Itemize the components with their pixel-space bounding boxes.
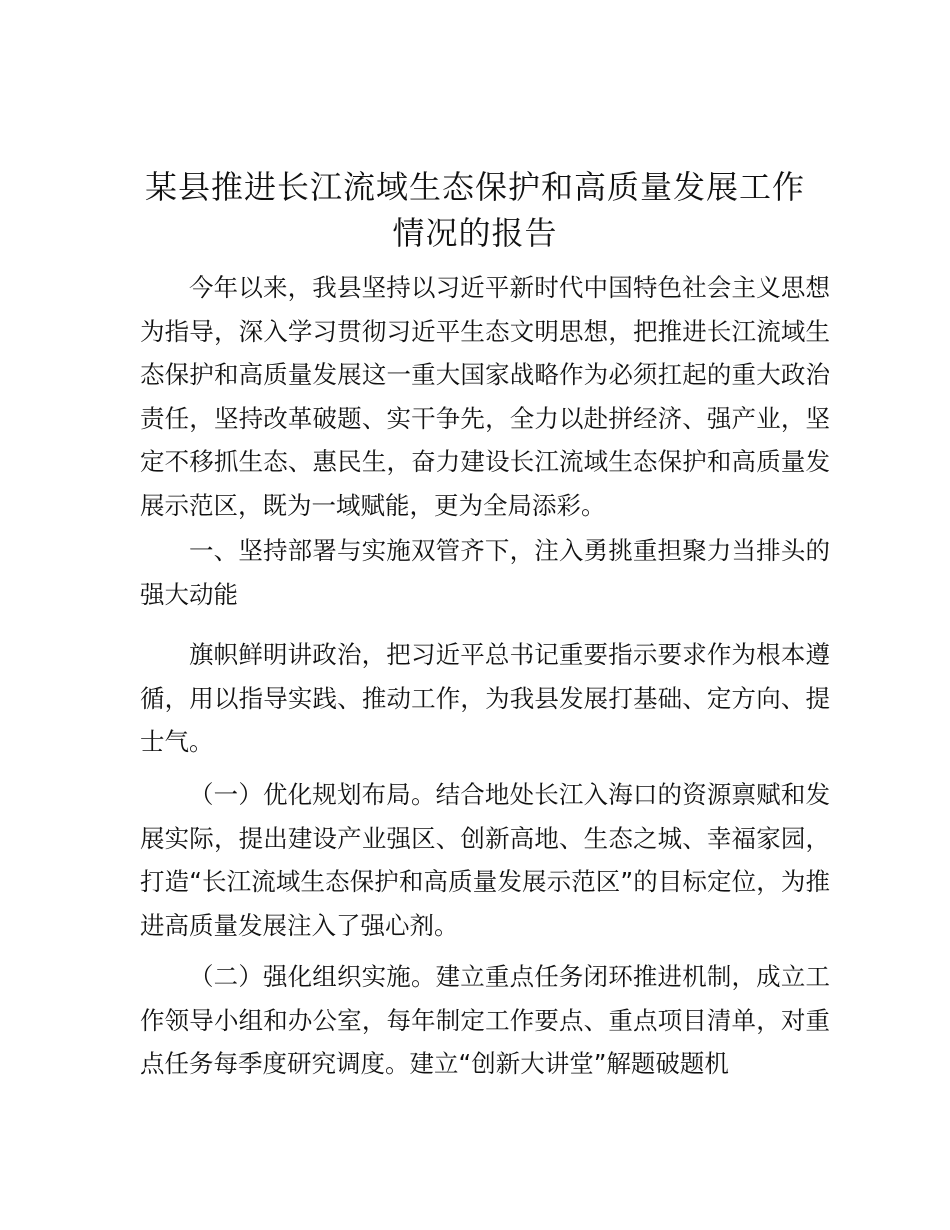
paragraph-section-1-intro: 旗帜鲜明讲政治，把习近平总书记重要指示要求作为根本遵循，用以指导实践、推动工作，为我县发展打基础、定方向、提士气。 xyxy=(140,640,830,757)
section-heading-1: 一、坚持部署与实施双管齐下，注入勇挑重担聚力当排头的强大动能 xyxy=(140,536,830,609)
document-title-line-1: 某县推进长江流域生态保护和高质量发展工作 xyxy=(144,168,805,206)
paragraph-subsection-1: （一）优化规划布局。结合地处长江入海口的资源禀赋和发展实际，提出建设产业强区、创新高地、生态之城、幸福家园，打造“长江流域生态保护和高质量发展示范区”的目标定位，为推进高质量发展注入了强心剂。 xyxy=(140,780,830,940)
paragraph-subsection-2: （二）强化组织实施。建立重点任务闭环推进机制，成立工作领导小组和办公室，每年制定工作要点、重点项目清单，对重点任务每季度研究调度。建立“创新大讲堂”解题破题机 xyxy=(140,962,830,1079)
document-title-line-2: 情况的报告 xyxy=(392,214,558,252)
paragraph-intro: 今年以来，我县坚持以习近平新时代中国特色社会主义思想为指导，深入学习贯彻习近平生态文明思想，把推进长江流域生态保护和高质量发展这一重大国家战略作为必须扛起的重大政治责任，坚持改革破题、实干争先，全力以赴拼经济、强产业，坚定不移抓生态、惠民生，奋力建设长江流域生态保护和高质量发展示范区，既为一域赋能，更为全局添彩。 xyxy=(140,273,830,520)
